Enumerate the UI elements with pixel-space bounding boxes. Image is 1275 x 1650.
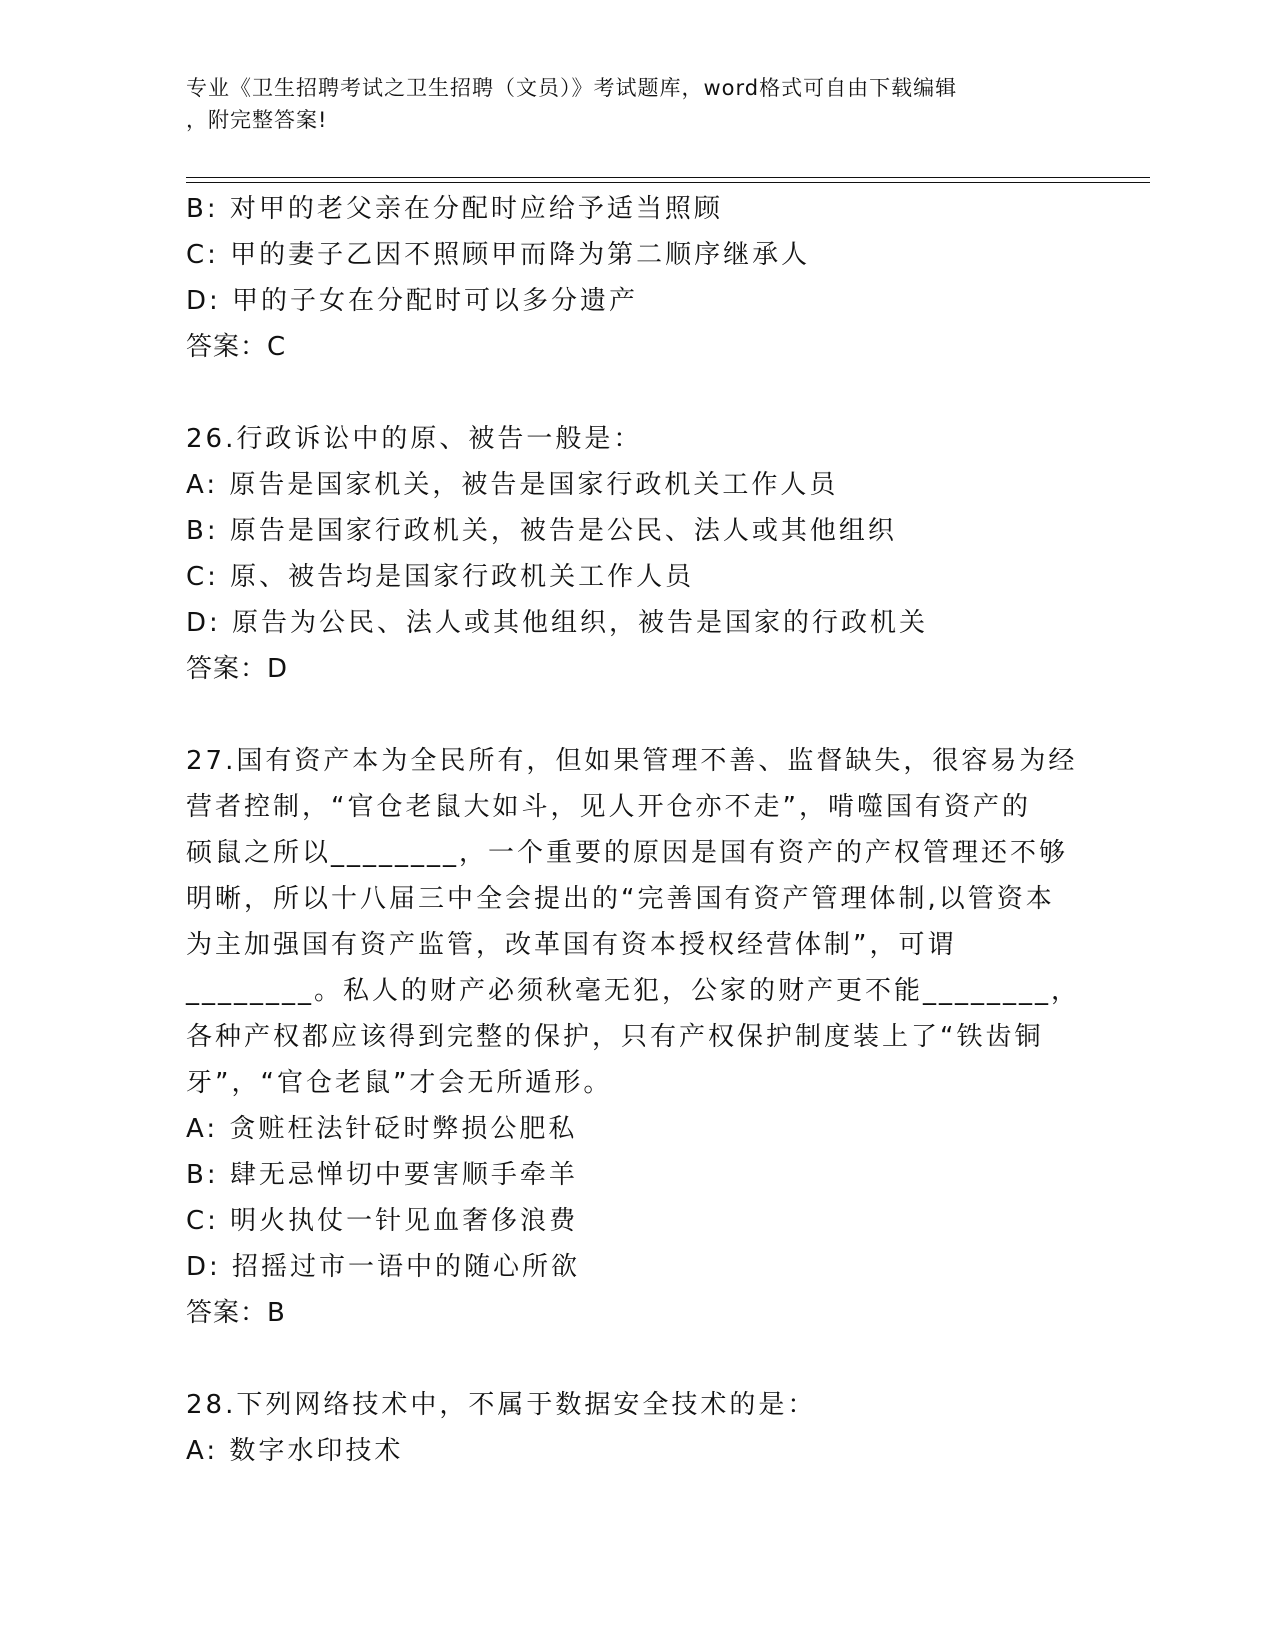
q27-answer: 答案：B	[186, 1298, 286, 1328]
q26-answer: 答案：D	[186, 654, 289, 684]
spacer	[186, 370, 1086, 416]
q27-stem-line: 明晰，所以十八届三中全会提出的“完善国有资产管理体制,以管资本	[186, 884, 1055, 914]
header-divider-bottom	[186, 182, 1150, 183]
q27-stem-line: 营者控制，“官仓老鼠大如斗，见人开仓亦不走”，啃噬国有资产的	[186, 792, 1031, 822]
q26-stem: 26.行政诉讼中的原、被告一般是：	[186, 424, 643, 454]
question-28	[186, 1382, 1086, 1474]
q26-option-c: C: 原、被告均是国家行政机关工作人员	[186, 562, 695, 592]
header-line-2: ，附完整答案!	[186, 108, 328, 132]
q27-stem-line: ________。私人的财产必须秋毫无犯，公家的财产更不能________，	[186, 976, 1081, 1006]
q27-stem-line: 牙”，“官仓老鼠”才会无所遁形。	[186, 1068, 613, 1098]
question-26	[186, 416, 1086, 692]
q25-option-c: C: 甲的妻子乙因不照顾甲而降为第二顺序继承人	[186, 240, 811, 270]
q27-option-c: C: 明火执仗一针见血奢侈浪费	[186, 1206, 579, 1236]
q26-option-a: A: 原告是国家机关，被告是国家行政机关工作人员	[186, 470, 839, 500]
question-list	[186, 186, 1086, 1474]
q25-option-d: D: 甲的子女在分配时可以多分遗产	[186, 286, 639, 316]
question-25	[186, 186, 1086, 370]
q27-stem-line: 为主加强国有资产监管，改革国有资本授权经营体制”，可谓	[186, 930, 957, 960]
q27-option-b: B: 肆无忌惮切中要害顺手牵羊	[186, 1160, 578, 1190]
q28-option-a: A: 数字水印技术	[186, 1436, 404, 1466]
q26-option-d: D: 原告为公民、法人或其他组织，被告是国家的行政机关	[186, 608, 929, 638]
q27-option-a: A: 贪赃枉法针砭时弊损公肥私	[186, 1114, 578, 1144]
header-divider-top	[186, 177, 1150, 178]
q27-stem-line: 27.国有资产本为全民所有，但如果管理不善、监督缺失，很容易为经	[186, 746, 1078, 776]
q27-option-d: D: 招摇过市一语中的随心所欲	[186, 1252, 581, 1282]
q27-stem-line: 各种产权都应该得到完整的保护，只有产权保护制度装上了“铁齿铜	[186, 1022, 1044, 1052]
header-line-1: 专业《卫生招聘考试之卫生招聘（文员）》考试题库，word格式可自由下载编辑	[186, 76, 958, 100]
spacer	[186, 1336, 1086, 1382]
q25-answer: 答案：C	[186, 332, 287, 362]
document-header	[186, 72, 1066, 136]
q28-stem: 28.下列网络技术中，不属于数据安全技术的是：	[186, 1390, 817, 1420]
q27-stem-line: 硕鼠之所以________，一个重要的原因是国有资产的产权管理还不够	[186, 838, 1069, 868]
q25-option-b: B: 对甲的老父亲在分配时应给予适当照顾	[186, 194, 723, 224]
question-27	[186, 738, 1086, 1336]
q26-option-b: B: 原告是国家行政机关，被告是公民、法人或其他组织	[186, 516, 897, 546]
spacer	[186, 692, 1086, 738]
